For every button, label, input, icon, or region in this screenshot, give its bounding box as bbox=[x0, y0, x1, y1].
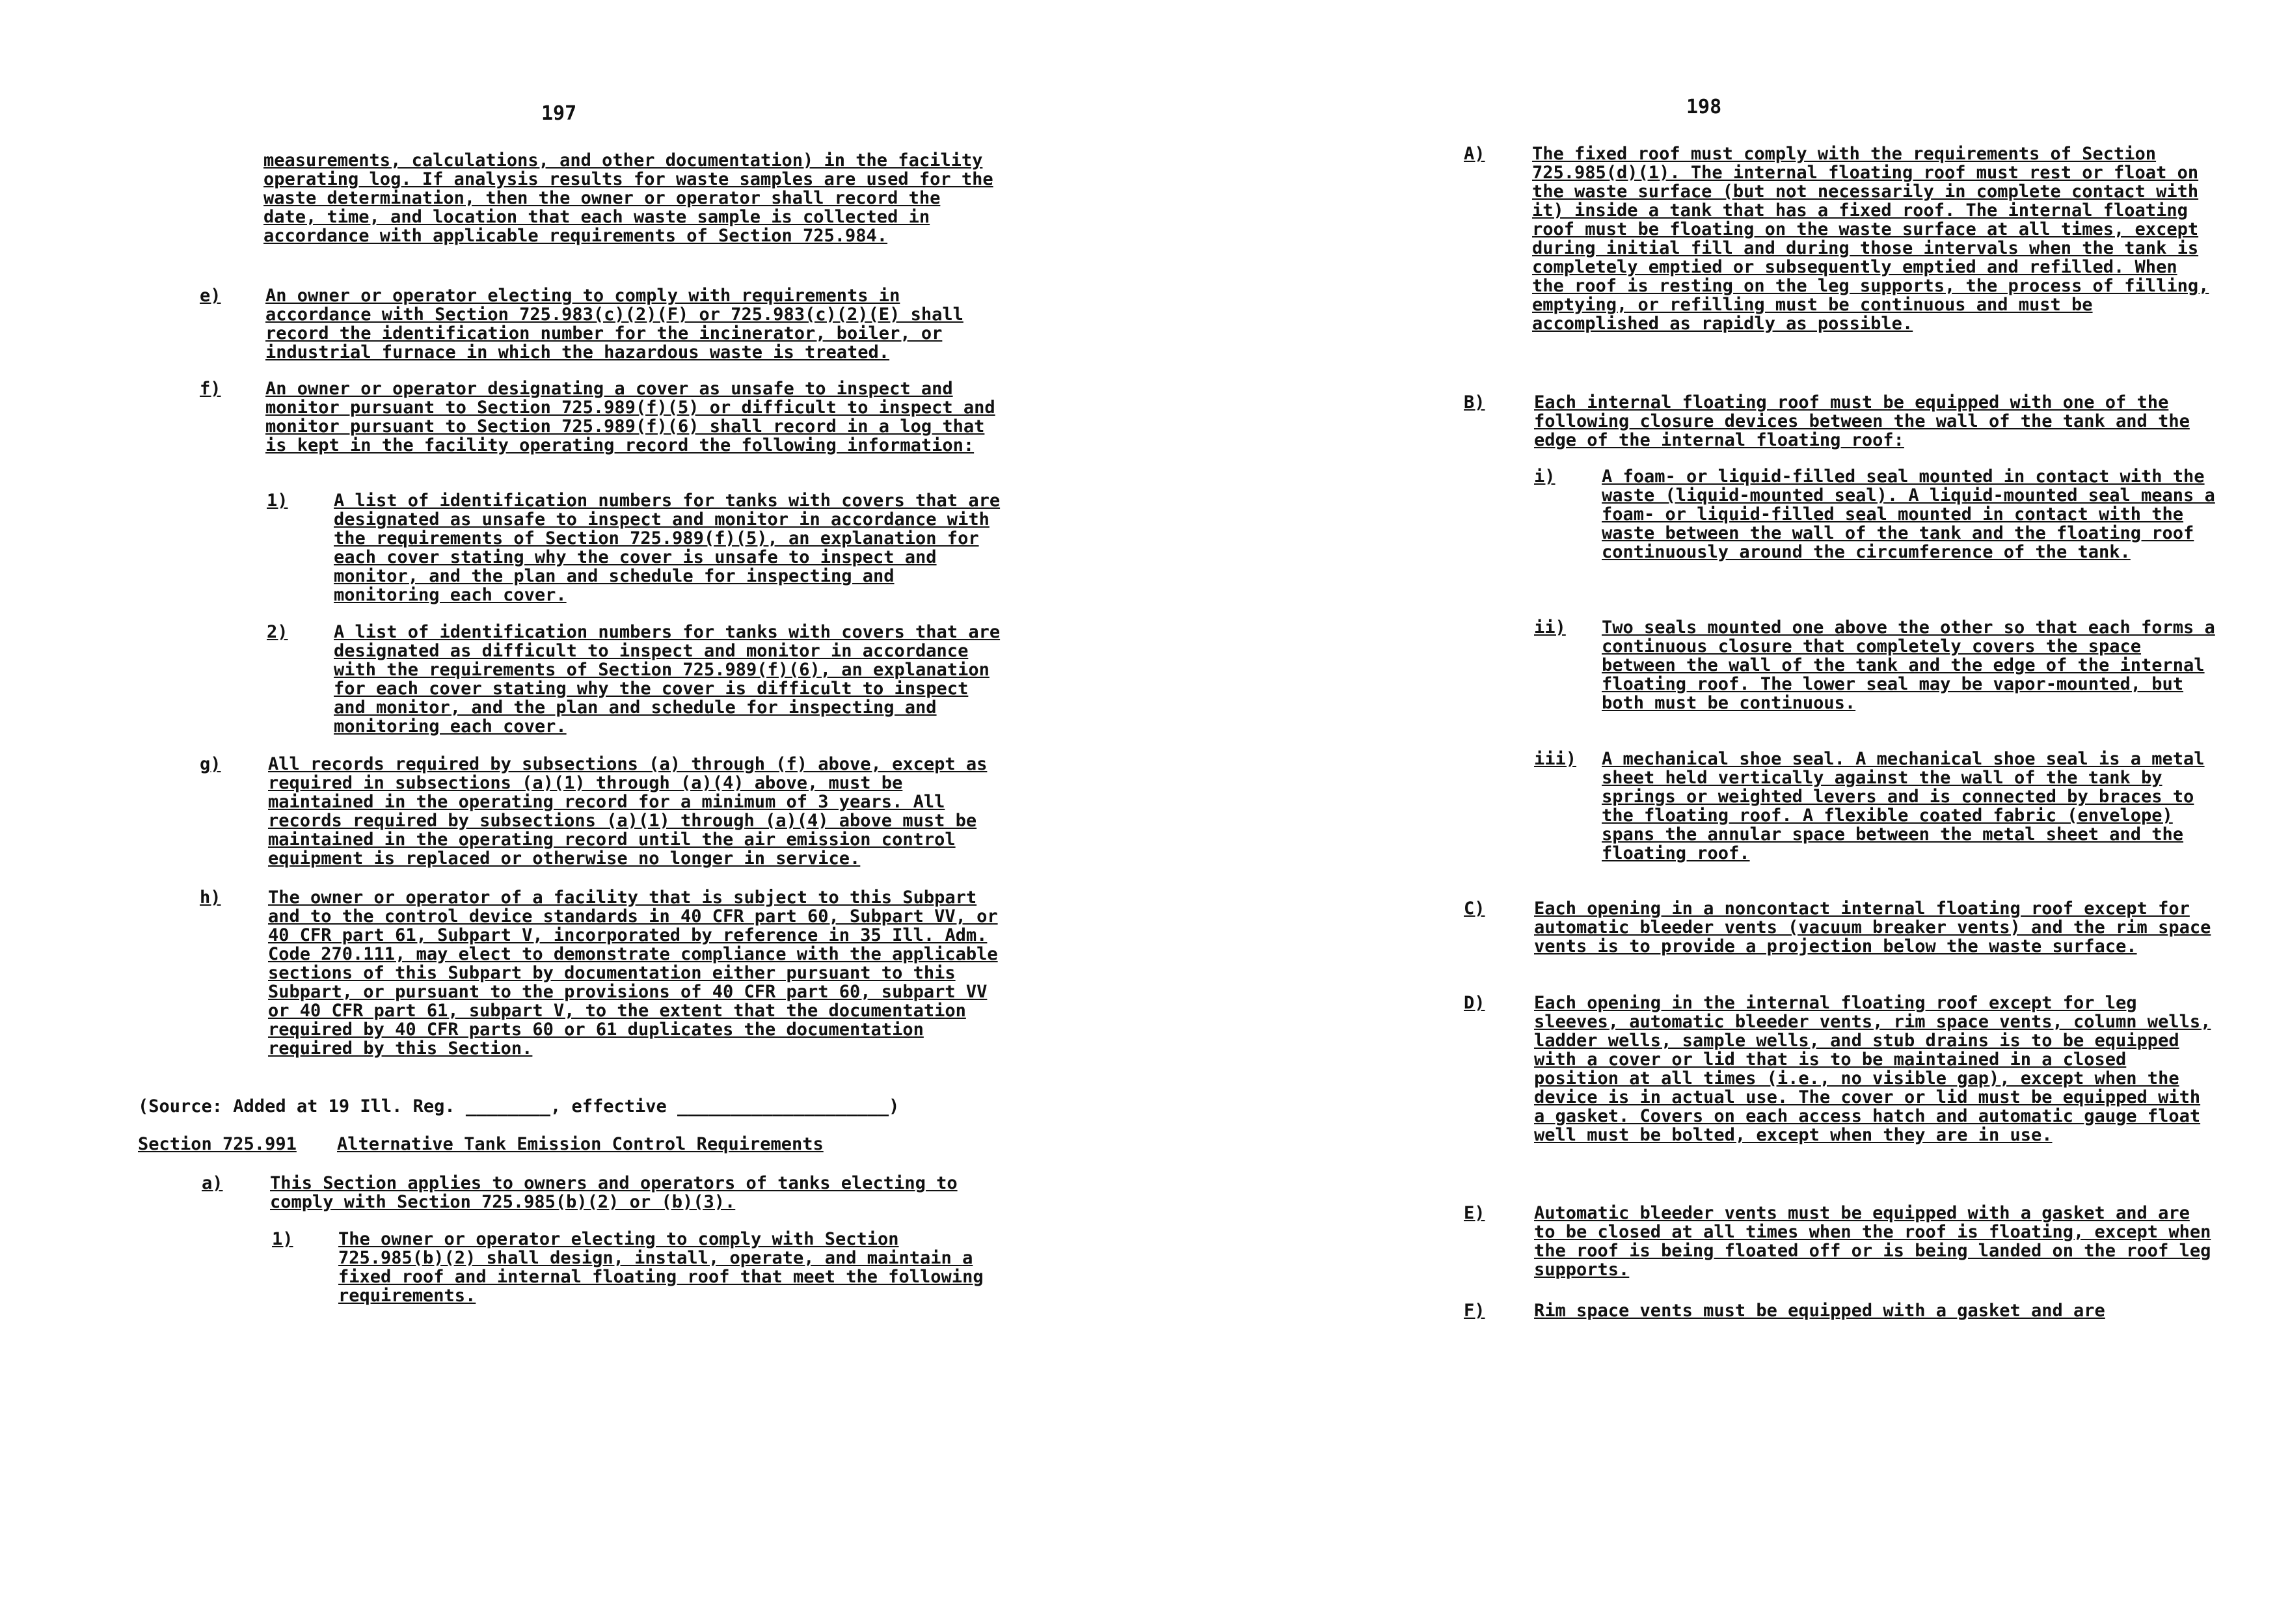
page-number: 198 bbox=[1686, 96, 1722, 118]
subsection-a1-label: 1) bbox=[272, 1229, 293, 1249]
subsection-Bii-text: Two seals mounted one above the other so that each forms a continuous closure that completely covers the space between the wall of the tank and the edge of the internal floating roof. The lower seal may be vapor-mounted, but both must be continuous. bbox=[1602, 617, 2215, 713]
page-number: 197 bbox=[541, 102, 577, 125]
section-number: Section 725.991 bbox=[138, 1134, 297, 1154]
subsection-C-text: Each opening in a noncontact internal floating roof except for automatic bleeder vents (vacuum breaker vents) and the rim space vents is to provide a projection below the waste surface. bbox=[1534, 899, 2211, 956]
subsection-C-label: C) bbox=[1464, 899, 1485, 919]
section-title: Alternative Tank Emission Control Requirements bbox=[337, 1134, 824, 1154]
subsection-E-label: E) bbox=[1464, 1203, 1485, 1223]
subsection-f1-text: A list of identification numbers for tanks with covers that are designated as unsafe to inspect and monitor in accordance with the requirements of Section 725.989(f)(5), an explanation for each cover stating why the cover is unsafe to inspect and monitor, and the plan and schedule for inspecting and monitoring each cover. bbox=[334, 491, 1001, 605]
subsection-Bi-text: A foam- or liquid-filled seal mounted in contact with the waste (liquid-mounted seal). A liquid-mounted seal means a foam- or liquid-filled seal mounted in contact with the waste between the wall of the tank and the floating roof continuously around the circumference of the tank. bbox=[1602, 467, 2215, 562]
subsection-f2-text: A list of identification numbers for tanks with covers that are designated as difficult to inspect and monitor in accordance with the requirements of Section 725.989(f)(6), an explanation for each cover stating why the cover is difficult to inspect and monitor, and the plan and schedule for inspecting and monitoring each cover. bbox=[334, 622, 1001, 737]
subsection-a1-text: The owner or operator electing to comply with Section 725.985(b)(2) shall design, install, operate, and maintain a fixed roof and internal floating roof that meet the following requirements. bbox=[338, 1229, 984, 1306]
subsection-a-label: a) bbox=[202, 1173, 223, 1193]
subsection-D-label: D) bbox=[1464, 993, 1485, 1013]
right-page bbox=[1145, 0, 2290, 1624]
subsection-Bi-label: i) bbox=[1534, 467, 1556, 487]
subsection-a-text: This Section applies to owners and operators of tanks electing to comply with Section 725.985(b)(2) or (b)(3). bbox=[270, 1173, 958, 1212]
subsection-F-text: Rim space vents must be equipped with a gasket and are bbox=[1534, 1301, 2105, 1321]
subsection-h-label: h) bbox=[200, 887, 221, 908]
subsection-f2-label: 2) bbox=[267, 622, 288, 642]
subsection-B-text: Each internal floating roof must be equipped with one of the following closure devices between the wall of the tank and the edge of the internal floating roof: bbox=[1534, 392, 2190, 450]
subsection-h-text: The owner or operator of a facility that is subject to this Subpart and to the control device standards in 40 CFR part 60, Subpart VV, or 40 CFR part 61, Subpart V, incorporated by reference in 35 Ill. Adm. Code 270.111, may elect to demonstrate compliance with the applicable sections of this Subpart by documentation either pursuant to this Subpart, or pursuant to the provisions of 40 CFR part 60, subpart VV or 40 CFR part 61, subpart V, to the extent that the documentation required by 40 CFR parts 60 or 61 duplicates the documentation required by this Section. bbox=[268, 887, 998, 1059]
subsection-Biii-label: iii) bbox=[1534, 749, 1577, 769]
subsection-A-text: The fixed roof must comply with the requirements of Section 725.985(d)(1). The internal floating roof must rest or float on the waste surface (but not necessarily in complete contact with it) inside a tank that has a fixed roof. The internal floating roof must be floating on the waste surface at all times, except during initial fill and during those intervals when the tank is completely emptied or subsequently emptied and refilled. When the roof is resting on the leg supports, the process of filling, emptying, or refilling must be continuous and must be accomplished as rapidly as possible. bbox=[1532, 144, 2209, 334]
subsection-Biii-text: A mechanical shoe seal. A mechanical shoe seal is a metal sheet held vertically against the wall of the tank by springs or weighted levers and is connected by braces to the floating roof. A flexible coated fabric (envelope) spans the annular space between the metal sheet and the floating roof. bbox=[1602, 749, 2205, 863]
subsection-e-label: e) bbox=[200, 286, 221, 306]
subsection-f1-label: 1) bbox=[267, 491, 288, 511]
source-note: (Source: Added at 19 Ill. Reg. ________, effective ____________________) bbox=[138, 1096, 900, 1116]
subsection-E-text: Automatic bleeder vents must be equipped with a gasket and are to be closed at all times when the roof is floating, except when the roof is being floated off or is being landed on the roof leg supports. bbox=[1534, 1203, 2211, 1280]
subsection-e-text: An owner or operator electing to comply with requirements in accordance with Section 725.983(c)(2)(F) or 725.983(c)(2)(E) shall record the identification number for the incinerator, boiler, or industrial furnace in which the hazardous waste is treated. bbox=[265, 286, 963, 362]
subsection-A-label: A) bbox=[1464, 144, 1485, 164]
subsection-f-label: f) bbox=[200, 379, 221, 399]
subsection-f-text: An owner or operator designating a cover as unsafe to inspect and monitor pursuant to Section 725.989(f)(5) or difficult to inspect and monitor pursuant to Section 725.989(f)(6) shall record in a log that is kept in the facility operating record the following information: bbox=[265, 379, 995, 455]
subsection-D-text: Each opening in the internal floating roof except for leg sleeves, automatic bleeder vents, rim space vents, column wells, ladder wells, sample wells, and stub drains is to be equipped with a cover or lid that is to be maintained in a closed position at all times (i.e., no visible gap), except when the device is in actual use. The cover or lid must be equipped with a gasket. Covers on each access hatch and automatic gauge float well must be bolted, except when they are in use. bbox=[1534, 993, 2211, 1145]
subsection-g-text: All records required by subsections (a) through (f) above, except as required in subsections (a)(1) through (a)(4) above, must be maintained in the operating record for a minimum of 3 years. All records required by subsections (a)(1) through (a)(4) above must be maintained in the operating record until the air emission control equipment is replaced or otherwise no longer in service. bbox=[268, 754, 988, 869]
subsection-B-label: B) bbox=[1464, 392, 1485, 413]
subsection-g-label: g) bbox=[200, 754, 221, 774]
subsection-F-label: F) bbox=[1464, 1301, 1485, 1321]
intro-paragraph: measurements, calculations, and other documentation) in the facility operating log. If analysis results for waste samples are used for the waste determination, then the owner or operator shall record the date, time, and location that each waste sample is collected in accordance with applicable requirements of Section 725.984. bbox=[263, 150, 993, 246]
subsection-Bii-label: ii) bbox=[1534, 617, 1566, 638]
